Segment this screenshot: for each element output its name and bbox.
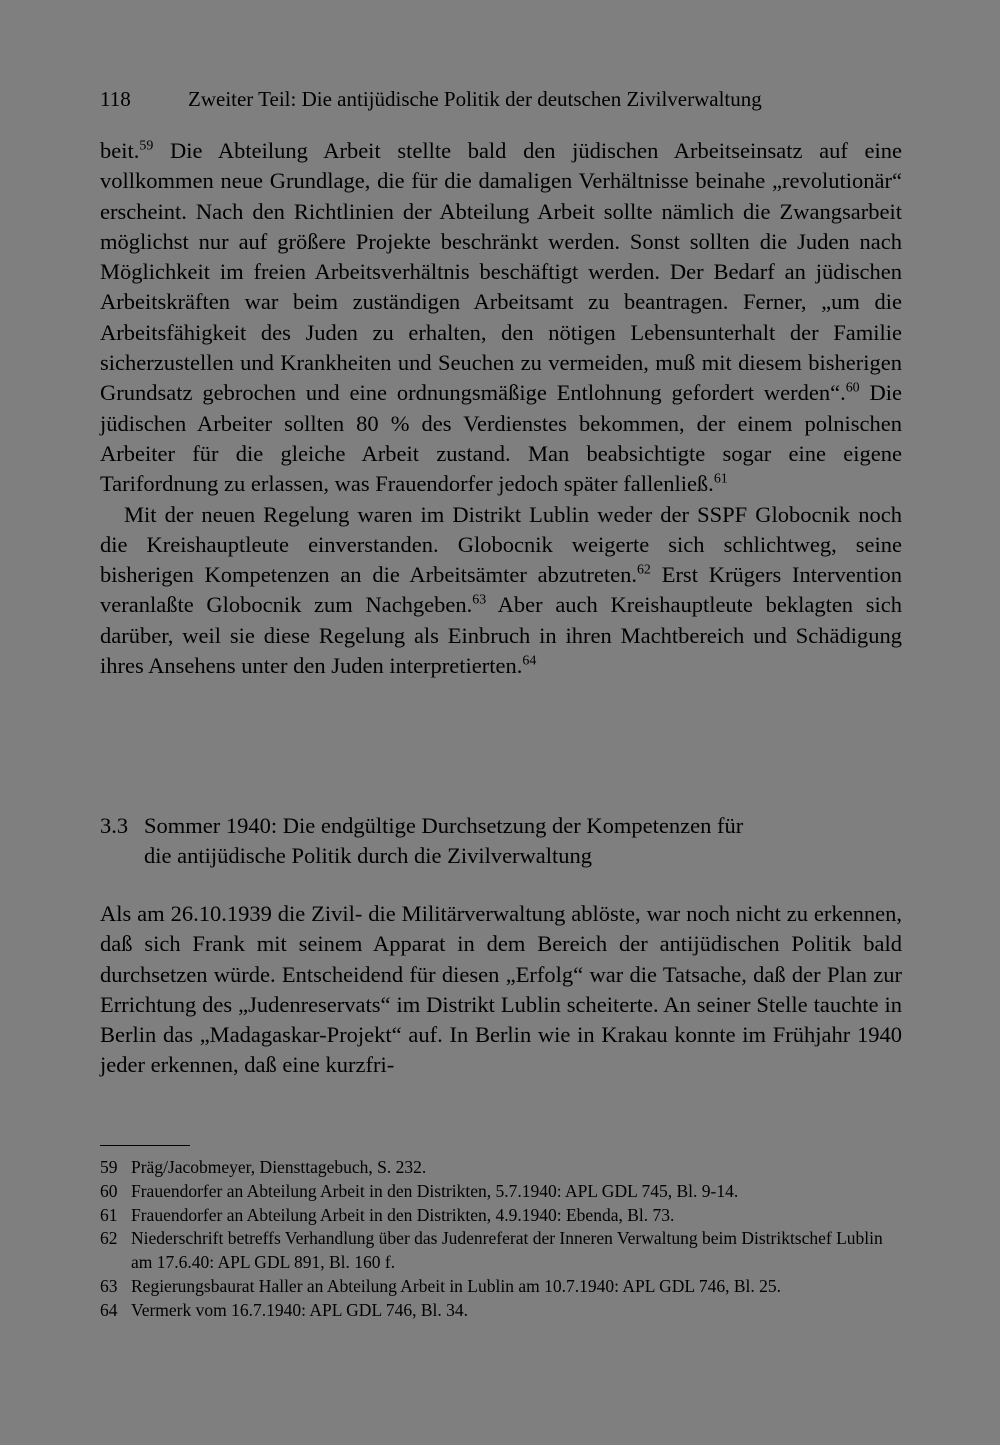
footnote-text: Präg/Jacobmeyer, Diensttagebuch, S. 232. <box>131 1157 427 1177</box>
footnote-number: 63 <box>100 1275 118 1296</box>
page-number: 118 <box>100 87 131 111</box>
footnote-rule <box>100 1145 190 1146</box>
paragraph-1-text-a: beit. <box>100 138 140 163</box>
footnote <box>100 1204 900 1228</box>
footnote-ref-63: 63 <box>472 592 487 608</box>
paragraph-1-text-b: Die Abteilung Arbeit stellte bald den jüdischen Arbeitseinsatz auf eine vollkommen neue Grundlage, die für die damaligen Verhältnisse beinahe „revolutionär“ erscheint. Nach den Richtlinien der Abteilung Arbeit sollte nämlich die Zwangsarbeit möglichst nur auf größere Projekte beschränkt werden. Sonst sollten die Juden nach Möglichkeit im freien Arbeitsverhältnis beschäftigt werden. Der Bedarf an jüdischen Arbeitskräften war beim zuständigen Arbeitsamt zu beantragen. Ferner, „um die Arbeitsfähigkeit des Juden zu erhalten, den nötigen Lebensunterhalt der Familie sicherzustellen und Krankheiten und Seuchen zu vermeiden, muß mit diesem bisherigen Grundsatz gebrochen und eine ordnungsmäßige Entlohnung gefordert werden“. <box>100 138 902 406</box>
footnote-number: 60 <box>100 1180 118 1201</box>
footnote-ref-61: 61 <box>713 471 728 487</box>
footnote <box>100 1227 900 1275</box>
main-text <box>100 136 902 681</box>
footnote-ref-64: 64 <box>522 653 537 669</box>
paragraph-2-text-b: Erst Krügers Intervention veranlaßte Globocnik zum Nachgeben. <box>100 562 902 618</box>
section-heading <box>100 811 900 872</box>
section-title-line-1: Sommer 1940: Die endgültige Durchsetzung der Kompetenzen für <box>144 813 744 838</box>
footnote-text: Frauendorfer an Abteilung Arbeit in den Distrikten, 5.7.1940: APL GDL 745, Bl. 9-14. <box>131 1180 739 1201</box>
footnotes <box>100 1156 900 1323</box>
footnote-text: Niederschrift betreffs Verhandlung über das Judenreferat der Inneren Verwaltung beim Distriktschef Lublin am 17.6.40: APL GDL 891, Bl. 160 f. <box>131 1228 883 1273</box>
footnote <box>100 1180 900 1204</box>
paragraph-2-text-c: Aber auch Kreishauptleute beklagten sich darüber, weil sie diese Regelung als Einbruch in ihren Machtbereich und Schädigung ihres Ansehens unter den Juden interpretierten. <box>100 592 902 679</box>
footnote-text: Frauendorfer an Abteilung Arbeit in den Distrikten, 4.9.1940: Ebenda, Bl. 73. <box>131 1204 675 1225</box>
running-head <box>100 84 900 114</box>
footnote-number: 62 <box>100 1228 118 1249</box>
running-title: Zweiter Teil: Die antijüdische Politik der deutschen Zivilverwaltung <box>188 87 762 111</box>
paragraph-1 <box>100 136 902 500</box>
section-number: 3.3 <box>100 813 129 838</box>
footnote-ref-59: 59 <box>139 138 154 154</box>
footnote-number: 64 <box>100 1299 118 1320</box>
footnote <box>100 1275 900 1299</box>
paragraph-2 <box>100 500 902 682</box>
footnote-number: 59 <box>100 1157 118 1177</box>
footnote <box>100 1156 900 1180</box>
footnote <box>100 1299 900 1323</box>
paragraph-1-text-c: Die jüdischen Arbeiter sollten 80 % des Verdienstes bekommen, der einem polnischen Arbeiter für die gleiche Arbeit zustand. Man beabsichtigte sogar eine eigene Tarifordnung zu erlassen, was Frauendorfer jedoch später fallenließ. <box>100 380 902 497</box>
footnote-ref-60: 60 <box>845 380 860 396</box>
footnote-ref-62: 62 <box>636 562 651 578</box>
footnote-number: 61 <box>100 1204 118 1225</box>
footnote-text: Vermerk vom 16.7.1940: APL GDL 746, Bl. 34. <box>131 1299 469 1320</box>
paragraph-2-text-a: Mit der neuen Regelung waren im Distrikt Lublin weder der SSPF Globocnik noch die Kreishauptleute einverstanden. Globocnik weigerte sich schlichtweg, seine bisherigen Kompetenzen an die Arbeitsämter abzutreten. <box>100 501 902 588</box>
footnote-text: Regierungsbaurat Haller an Abteilung Arbeit in Lublin am 10.7.1940: APL GDL 746, Bl. 25. <box>131 1275 782 1296</box>
section-title-line-2: die antijüdische Politik durch die Zivilverwaltung <box>144 843 593 869</box>
paragraph-3: Als am 26.10.1939 die Zivil- die Militärverwaltung ablöste, war noch nicht zu erkennen, daß sich Frank mit seinem Apparat in dem Bereich der antijüdischen Politik bald durchsetzen würde. Entscheidend für diesen „Erfolg“ war die Tatsache, daß der Plan zur Errichtung des „Judenreservats“ im Distrikt Lublin scheiterte. An seiner Stelle tauchte in Berlin das „Madagaskar-Projekt“ auf. In Berlin wie in Krakau konnte im Frühjahr 1940 jeder erkennen, daß eine kurzfri- <box>100 901 902 1078</box>
